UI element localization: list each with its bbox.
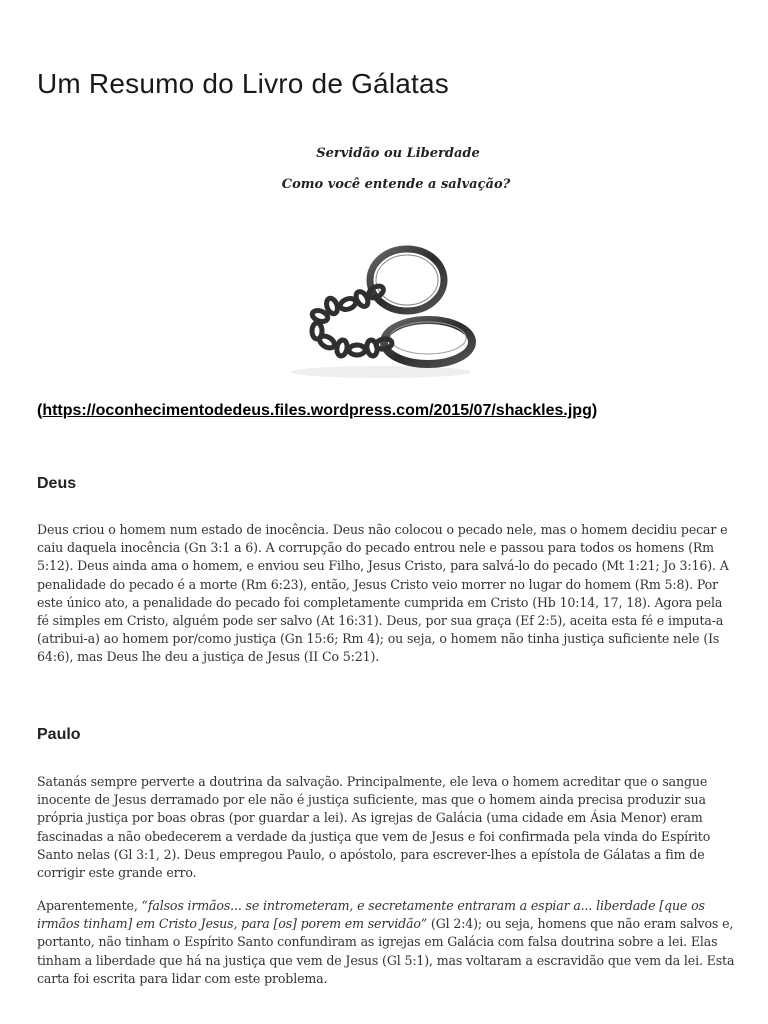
shackles-image-link[interactable]: https://oconhecimentodedeus.files.wordpress.com/2015/07/shackles.jpg <box>42 402 592 419</box>
shackles-image <box>276 232 486 382</box>
subtitle-servidao: Servidão ou Liberdade <box>316 146 480 161</box>
paragraph-deus: Deus criou o homem num estado de inocência. Deus não colocou o pecado nele, mas o homem decidiu pecar e caiu daquela inocência (Gn 3:1 a 6). A corrupção do pecado entrou nele e passou para todos os homens (Rm 5:12). Deus ainda ama o homem, e enviou seu Filho, Jesus Cristo, para salvá-lo do pecado (Mt 1:21; Jo 3:16). A penalidade do pecado é a morte (Rm 6:23), então, Jesus Cristo veio morrer no lugar do homem (Rm 5:8). Por este único ato, a penalidade do pecado foi completamente cumprida em Cristo (Hb 10:14, 17, 18). Agora pela fé simples em Cristo, alguém pode ser salvo (At 16:31). Deus, por sua graça (Ef 2:5), aceita esta fé e imputa-a (atribui-a) ao homem por/como justiça (Gn 15:6; Rm 4); ou seja, o homem não tinha justiça suficiente nele (Is 64:6), mas Deus lhe deu a justiça de Jesus (II Co 5:21). <box>37 522 729 665</box>
link-close-paren: ) <box>591 402 598 419</box>
subtitle-salvacao: Como você entende a salvação? <box>281 177 511 192</box>
galatians-quote: “falsos irmãos... se intrometeram, e secretamente entraram a espiar a... liberdade [que os irmãos tinham] em Cristo Jesus, para [os] porem em servidão” <box>37 898 705 932</box>
paragraph-lead: Aparentemente, <box>37 898 142 913</box>
section-heading-paulo: Paulo <box>37 726 81 743</box>
paragraph-rest: (Gl 2:4); ou seja, homens que não eram salvos e, portanto, não tinham o Espírito Santo confundiram as igrejas em Galácia com falsa doutrina sobre a lei. Elas tinham a liberdade que há na justiça que vem de Jesus (Gl 5:1), mas voltaram a escravidão que vem da lei. Esta carta foi escrita para lidar com este problema. <box>37 916 735 986</box>
image-source-link <box>37 402 597 420</box>
section-heading-deus: Deus <box>37 475 77 492</box>
paragraph-paulo-1: Satanás sempre perverte a doutrina da salvação. Principalmente, ele leva o homem acreditar que o sangue inocente de Jesus derramado por ele não é justiça suficiente, mas que o homem ainda precisa produzir sua própria justiça por boas obras (por guardar a lei). As igrejas de Galácia (uma cidade em Ásia Menor) eram fascinadas a não obedecerem a verdade da justiça que vem de Jesus e foi confirmada pela vinda do Espírito Santo nelas (Gl 3:1, 2). Deus empregou Paulo, o apóstolo, para escrever-lhes a epístola de Gálatas a fim de corrigir este grande erro. <box>37 774 711 881</box>
link-open-paren: ( <box>37 402 43 419</box>
paragraph-paulo-2 <box>37 897 737 988</box>
page-title: Um Resumo do Livro de Gálatas <box>37 68 449 99</box>
